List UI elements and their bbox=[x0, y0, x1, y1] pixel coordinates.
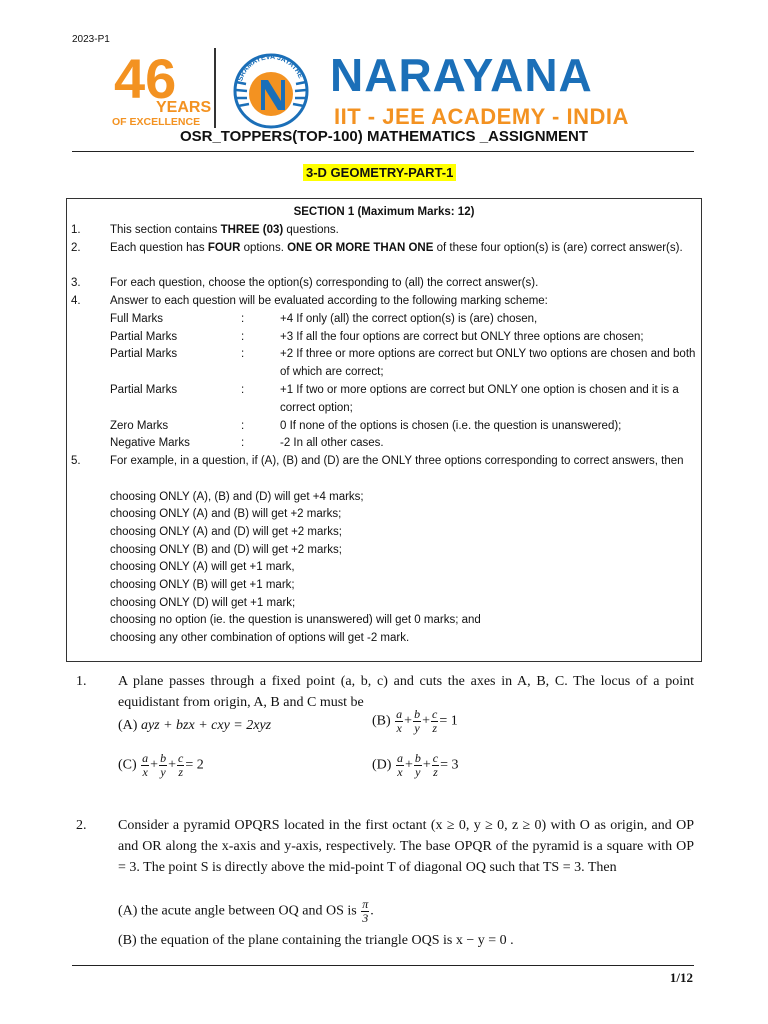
fraction-b-y: $\frac{b}{y}$ bbox=[414, 751, 421, 779]
footer-rule bbox=[72, 965, 694, 966]
example-text: choosing ONLY (A) and (B) will get +2 marks; bbox=[110, 508, 342, 520]
brand-subtitle: IIT - JEE ACADEMY - INDIA bbox=[334, 104, 629, 129]
marks-desc: +1 If two or more options are correct but ONLY one option is chosen and it is a correct option; bbox=[280, 384, 679, 414]
marks-desc: 0 If none of the options is chosen (i.e. the question is unanswered); bbox=[280, 420, 622, 432]
example-text: choosing ONLY (A) will get +1 mark, bbox=[110, 561, 295, 573]
fraction-pi-3: $\frac{\pi}{3}$ bbox=[362, 897, 369, 925]
q1-option-a bbox=[118, 718, 271, 734]
marks-label: Partial Marks bbox=[110, 331, 178, 343]
logo-divider bbox=[214, 48, 216, 128]
q1-option-b: (B) $\frac{a}{x}$ + $\frac{b}{y}$ + $\frac{c}{z}$ = 1 bbox=[372, 707, 458, 735]
q1-option-d: (D) $\frac{a}{x}$ + $\frac{b}{y}$ + $\frac{c}{z}$ = 3 bbox=[372, 751, 459, 779]
fraction-c-z: $\frac{c}{z}$ bbox=[432, 751, 439, 779]
section-instructions bbox=[66, 198, 702, 662]
instruction-number: 2. bbox=[71, 242, 81, 254]
instruction-number: 5. bbox=[71, 455, 81, 467]
marks-colon: : bbox=[241, 384, 245, 396]
option-label: (A) bbox=[118, 718, 138, 733]
marks-label: Partial Marks bbox=[110, 384, 178, 396]
marks-label: Negative Marks bbox=[110, 437, 190, 449]
q1-option-c: (C) $\frac{a}{x}$ + $\frac{b}{y}$ + $\frac{c}{z}$ = 2 bbox=[118, 751, 204, 779]
logo-years-number: 46 bbox=[114, 47, 177, 110]
fraction-c-z: $\frac{c}{z}$ bbox=[177, 751, 184, 779]
marks-desc: +3 If all the four options are correct but ONLY three options are chosen; bbox=[280, 331, 644, 343]
brand-name: NARAYANA bbox=[330, 49, 593, 101]
instruction-text: This section contains THREE (03) questions. bbox=[110, 224, 339, 236]
option-label: (D) bbox=[372, 757, 392, 773]
example-text: choosing any other combination of options will get -2 mark. bbox=[110, 632, 410, 644]
logo-excellence: OF EXCELLENCE bbox=[112, 116, 201, 128]
question-2-text: Consider a pyramid OPQRS located in the first octant (x ≥ 0, y ≥ 0, z ≥ 0) with O as origin, and OP and OR along the x-axis and y-axis, respectively. The base OPQR of the pyramid is a square with OP = 3. The point S is directly above the mid-point T of diagonal OQ such that TS = 3. Then bbox=[118, 818, 694, 875]
instruction-text: For example, in a question, if (A), (B) and (D) are the ONLY three options corresponding to correct answers, then bbox=[110, 455, 684, 467]
q2-option-a: (A) the acute angle between OQ and OS is $\frac{\pi}{3}$ . bbox=[118, 897, 374, 925]
example-text: choosing ONLY (B) will get +1 mark; bbox=[110, 579, 295, 591]
question-1-text: A plane passes through a fixed point (a, b, c) and cuts the axes in A, B, C. The locus of a point equidistant from origin, A, B and C must be bbox=[118, 674, 694, 710]
marks-colon: : bbox=[241, 331, 245, 343]
option-rhs: = 1 bbox=[439, 713, 458, 729]
option-text: (A) the acute angle between OQ and OS is bbox=[118, 903, 357, 919]
marks-label: Zero Marks bbox=[110, 420, 169, 432]
marks-colon: : bbox=[241, 420, 245, 432]
years-of-excellence-logo bbox=[112, 47, 212, 128]
marks-label: Partial Marks bbox=[110, 348, 178, 360]
example-text: choosing ONLY (A) and (D) will get +2 marks; bbox=[110, 526, 342, 538]
marks-colon: : bbox=[241, 313, 245, 325]
instruction-text: For each question, choose the option(s) corresponding to (all) the correct answer(s). bbox=[110, 277, 539, 289]
fraction-b-y: $\frac{b}{y}$ bbox=[414, 707, 421, 735]
fraction-c-z: $\frac{c}{z}$ bbox=[431, 707, 438, 735]
instruction-text: Answer to each question will be evaluated according to the following marking scheme: bbox=[110, 295, 548, 307]
instruction-number: 3. bbox=[71, 277, 81, 289]
paper-code: 2023-P1 bbox=[72, 34, 110, 45]
example-text: choosing ONLY (D) will get +1 mark; bbox=[110, 597, 296, 609]
option-label: (C) bbox=[118, 757, 137, 773]
marks-label: Full Marks bbox=[110, 313, 164, 325]
example-text: choosing ONLY (A), (B) and (D) will get +4 marks; bbox=[110, 491, 364, 503]
instruction-number: 1. bbox=[71, 224, 81, 236]
marks-desc: -2 In all other cases. bbox=[280, 437, 384, 449]
option-label: (B) bbox=[372, 713, 391, 729]
question-2-number: 2. bbox=[76, 818, 87, 833]
fraction-b-y: $\frac{b}{y}$ bbox=[160, 751, 167, 779]
example-text: choosing ONLY (B) and (D) will get +2 marks; bbox=[110, 544, 342, 556]
marks-colon: : bbox=[241, 348, 245, 360]
instruction-text: Each question has FOUR options. ONE OR MORE THAN ONE of these four option(s) is (are) correct answer(s). bbox=[110, 242, 683, 254]
marks-colon: : bbox=[241, 437, 245, 449]
logo-years-word: YEARS bbox=[156, 99, 212, 116]
fraction-a-x: $\frac{a}{x}$ bbox=[396, 751, 403, 779]
fraction-a-x: $\frac{a}{x}$ bbox=[142, 751, 149, 779]
example-text: choosing no option (ie. the question is unanswered) will get 0 marks; and bbox=[110, 614, 481, 626]
header-rule bbox=[72, 151, 694, 152]
emblem-motto: SRAMAYEVA JAYATHE bbox=[237, 53, 304, 83]
section-heading: SECTION 1 (Maximum Marks: 12) bbox=[293, 206, 475, 218]
option-rhs: = 2 bbox=[185, 757, 204, 773]
narayana-emblem bbox=[228, 46, 314, 132]
question-1-number: 1. bbox=[76, 674, 87, 689]
option-rhs: = 3 bbox=[440, 757, 459, 773]
instruction-number: 4. bbox=[71, 295, 81, 307]
document-title: OSR_TOPPERS(TOP-100) MATHEMATICS _ASSIGNMENT bbox=[179, 128, 589, 145]
marks-desc: +4 If only (all) the correct option(s) is (are) chosen, bbox=[280, 313, 538, 325]
topic-title: 3-D GEOMETRY-PART-1 bbox=[303, 164, 456, 181]
option-expression: ayz + bzx + cxy = 2xyz bbox=[140, 718, 272, 733]
q2-option-b: (B) the equation of the plane containing the triangle OQS is x − y = 0 . bbox=[118, 933, 514, 948]
fraction-a-x: $\frac{a}{x}$ bbox=[396, 707, 403, 735]
marks-desc: +2 If three or more options are correct but ONLY two options are chosen and both of which are correct; bbox=[280, 348, 696, 378]
page-number: 1/12 bbox=[669, 970, 693, 985]
